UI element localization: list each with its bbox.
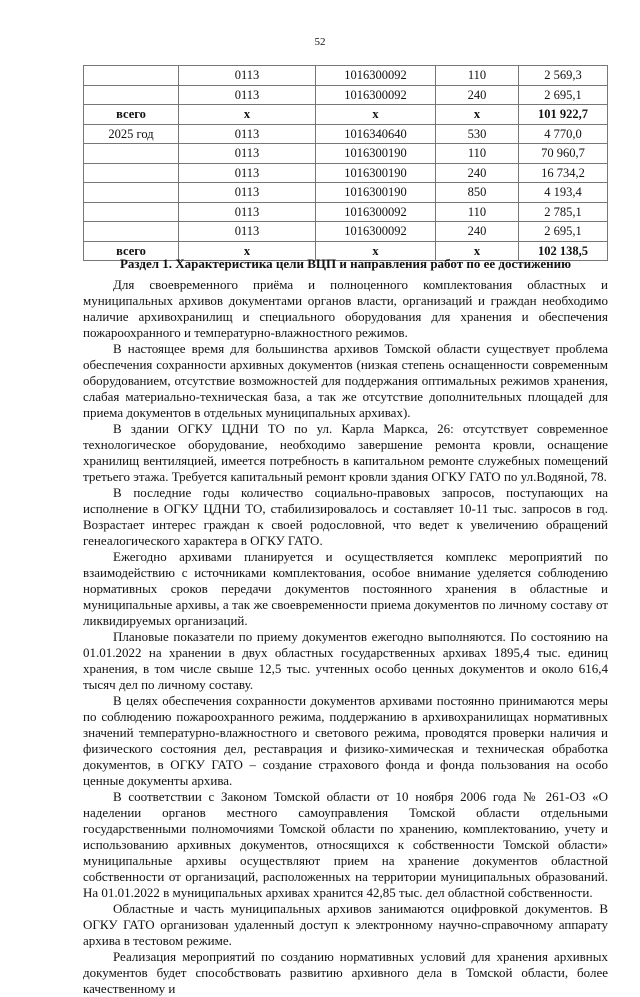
cell-year bbox=[84, 85, 179, 105]
cell-type: 240 bbox=[436, 222, 519, 242]
paragraph: Плановые показатели по приему документов ежегодно выполняются. По состоянию на 01.01.2022 на хранении в двух областных государственных архивах 1895,4 тыс. единиц хранения, в том числе свыше 12,5 тыс. учтенных особо ценных документов и около 616,4 тысяч дел по личному составу. bbox=[83, 629, 608, 692]
cell-amount: 4 193,4 bbox=[519, 183, 608, 203]
cell-section: 0113 bbox=[179, 85, 316, 105]
cell-section: 0113 bbox=[179, 222, 316, 242]
cell-year: всего bbox=[84, 105, 179, 125]
paragraph: Для своевременного приёма и полноценного комплектования областных и муниципальных архивов документами органов власти, организаций и граждан необходимо наличие архивохранилищ и специального оборудования для хранения и обеспечения пожароохранного и температурно-влажностного режимов. bbox=[83, 277, 608, 340]
cell-section: 0113 bbox=[179, 124, 316, 144]
table-total-row bbox=[84, 105, 608, 125]
budget-table bbox=[83, 65, 608, 261]
cell-amount: 2 695,1 bbox=[519, 222, 608, 242]
section-heading: Раздел 1. Характеристика цели ВЦП и направления работ по ее достижению bbox=[119, 256, 572, 271]
cell-target: x bbox=[316, 105, 436, 125]
cell-type: x bbox=[436, 241, 519, 261]
cell-target: 1016300190 bbox=[316, 163, 436, 183]
cell-amount: 101 922,7 bbox=[519, 105, 608, 125]
cell-section: 0113 bbox=[179, 144, 316, 164]
body-text bbox=[83, 277, 608, 997]
table-row bbox=[84, 183, 608, 203]
table-row bbox=[84, 144, 608, 164]
cell-amount: 2 569,3 bbox=[519, 66, 608, 86]
cell-year: всего bbox=[84, 241, 179, 261]
table-row bbox=[84, 124, 608, 144]
cell-year bbox=[84, 144, 179, 164]
cell-target: x bbox=[316, 241, 436, 261]
paragraph: В целях обеспечения сохранности документов архивами постоянно принимаются меры по соблюдению пожароохранного режима, поддержанию в архивохранилищах нормативных значений температурно-влажностного и светового режима, проводятся проверки наличия и физического состояния дел, реставрация и физико-химическая и техническая обработка документов, в ОГКУ ГАТО – создание страхового фонда и фонда пользования на особо ценные документы архива. bbox=[83, 693, 608, 788]
cell-target: 1016340640 bbox=[316, 124, 436, 144]
cell-amount: 70 960,7 bbox=[519, 144, 608, 164]
cell-type: 850 bbox=[436, 183, 519, 203]
paragraph: Областные и часть муниципальных архивов занимаются оцифровкой документов. В ОГКУ ГАТО организован удаленный доступ к электронному научно-справочному аппарату архива в тестовом режиме. bbox=[83, 901, 608, 948]
cell-year bbox=[84, 163, 179, 183]
cell-target: 1016300092 bbox=[316, 202, 436, 222]
paragraph: В здании ОГКУ ЦДНИ ТО по ул. Карла Маркса, 26: отсутствует современное технологическое оборудование, необходимо завершение ремонта кровли, оснащение хранилищ вентиляцией, имеется потребность в капитальном ремонте служебных помещений третьего этажа. Требуется капитальный ремонт кровли здания ОГКУ ГАТО по ул.Водяной, 78. bbox=[83, 421, 608, 484]
cell-amount: 4 770,0 bbox=[519, 124, 608, 144]
cell-year bbox=[84, 66, 179, 86]
cell-year bbox=[84, 202, 179, 222]
cell-type: 110 bbox=[436, 202, 519, 222]
cell-amount: 16 734,2 bbox=[519, 163, 608, 183]
cell-type: x bbox=[436, 105, 519, 125]
paragraph: В соответствии с Законом Томской области от 10 ноября 2006 года № 261-ОЗ «О наделении органов местного самоуправления Томской области отдельными государственными полномочиями Томской области по хранению, комплектованию, учету и использованию архивных документов, относящихся к собственности Томской области» муниципальные архивы осуществляют прием на хранение документов областной собственности от организаций, расположенных на территории муниципальных образований. На 01.01.2022 в муниципальных архивах хранится 42,85 тыс. дел областной собственности. bbox=[83, 789, 608, 900]
table-row bbox=[84, 222, 608, 242]
cell-year bbox=[84, 222, 179, 242]
paragraph: Реализация мероприятий по созданию нормативных условий для хранения архивных документов будет способствовать развитию архивного дела в Томской области, более качественному и bbox=[83, 949, 608, 996]
cell-year: 2025 год bbox=[84, 124, 179, 144]
table-row bbox=[84, 163, 608, 183]
cell-type: 240 bbox=[436, 163, 519, 183]
cell-target: 1016300092 bbox=[316, 222, 436, 242]
paragraph: В настоящее время для большинства архивов Томской области существует проблема обеспечения сохранности архивных документов (низкая степень оснащенности современным оборудованием, отсутствие возможностей для поддержания оптимальных режимов хранения, слабая материально-техническая база, а так же отсутствие дополнительных площадей для приема документов в отдельных муниципальных архивах). bbox=[83, 341, 608, 420]
cell-section: x bbox=[179, 241, 316, 261]
table-row bbox=[84, 85, 608, 105]
cell-target: 1016300092 bbox=[316, 66, 436, 86]
table-row bbox=[84, 202, 608, 222]
cell-section: 0113 bbox=[179, 163, 316, 183]
paragraph: В последние годы количество социально-правовых запросов, поступающих на исполнение в ОГКУ ЦДНИ ТО, стабилизировалось и составляет 10-11 тыс. запросов в год. Возрастает интерес граждан к своей родословной, что ведет к увеличению обращений генеалогического характера в ОГКУ ГАТО. bbox=[83, 485, 608, 548]
cell-type: 110 bbox=[436, 144, 519, 164]
cell-amount: 2 695,1 bbox=[519, 85, 608, 105]
cell-amount: 102 138,5 bbox=[519, 241, 608, 261]
cell-type: 240 bbox=[436, 85, 519, 105]
cell-amount: 2 785,1 bbox=[519, 202, 608, 222]
cell-section: 0113 bbox=[179, 183, 316, 203]
cell-year bbox=[84, 183, 179, 203]
cell-type: 110 bbox=[436, 66, 519, 86]
cell-target: 1016300190 bbox=[316, 144, 436, 164]
cell-type: 530 bbox=[436, 124, 519, 144]
cell-target: 1016300092 bbox=[316, 85, 436, 105]
cell-section: 0113 bbox=[179, 202, 316, 222]
cell-target: 1016300190 bbox=[316, 183, 436, 203]
cell-section: 0113 bbox=[179, 66, 316, 86]
table-row bbox=[84, 66, 608, 86]
paragraph: Ежегодно архивами планируется и осуществляется комплекс мероприятий по взаимодействию с источниками комплектования, особое внимание уделяется соблюдению нормативных сроков передачи документов постоянного хранения в областные и муниципальные архивы, а так же своевременности приема документов по личному составу от ликвидируемых организаций. bbox=[83, 549, 608, 628]
cell-section: x bbox=[179, 105, 316, 125]
page-number: 52 bbox=[314, 36, 326, 48]
